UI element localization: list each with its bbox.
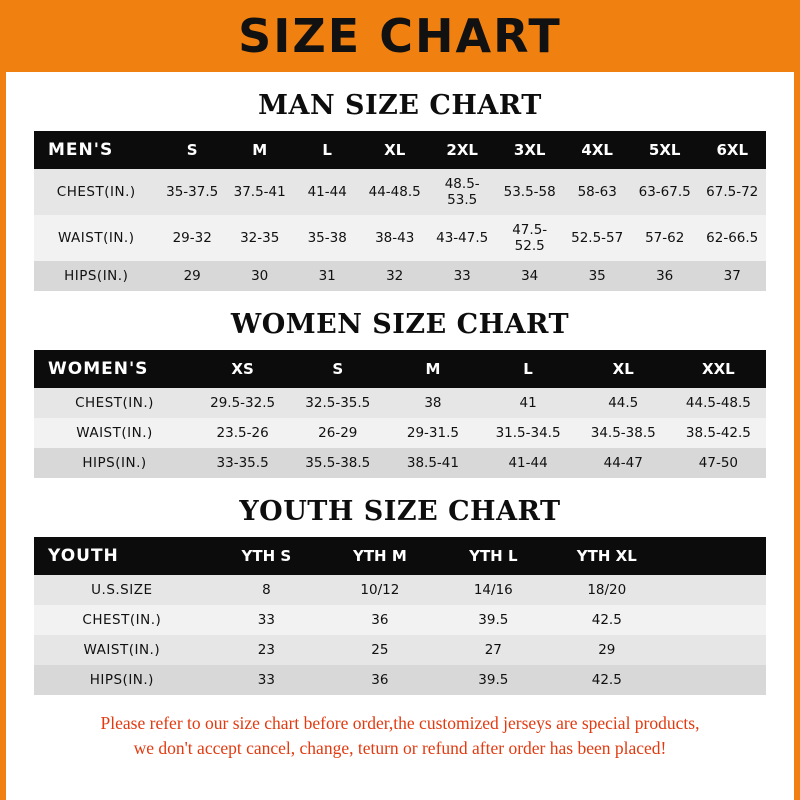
women-r2c2: 38.5-41 bbox=[385, 448, 480, 478]
women-r2c5: 47-50 bbox=[671, 448, 766, 478]
youth-size-table bbox=[34, 537, 766, 695]
youth-col-2: YTH L bbox=[437, 537, 550, 575]
women-r0c4: 44.5 bbox=[576, 388, 671, 418]
youth-r1c3: 42.5 bbox=[550, 605, 664, 635]
women-r1c3: 31.5-34.5 bbox=[481, 418, 576, 448]
youth-r3c1: 36 bbox=[323, 665, 436, 695]
table-row bbox=[34, 388, 766, 418]
table-header-row bbox=[34, 131, 766, 169]
youth-row-2-label: WAIST(IN.) bbox=[34, 635, 210, 665]
women-r1c1: 26-29 bbox=[290, 418, 385, 448]
youth-r0-spacer bbox=[664, 575, 766, 605]
men-r0c0: 35-37.5 bbox=[158, 169, 226, 215]
table-header-row bbox=[34, 350, 766, 388]
men-r0c8: 67.5-72 bbox=[698, 169, 766, 215]
youth-r3c3: 42.5 bbox=[550, 665, 664, 695]
table-row bbox=[34, 169, 766, 215]
men-table-head bbox=[34, 131, 766, 169]
footer-note-line2: we don't accept cancel, change, teturn or refund after order has been placed! bbox=[133, 738, 667, 759]
table-row bbox=[34, 215, 766, 261]
men-r1c1: 32-35 bbox=[226, 215, 294, 261]
youth-r1c2: 39.5 bbox=[437, 605, 550, 635]
women-r1c0: 23.5-26 bbox=[195, 418, 290, 448]
men-r2c7: 36 bbox=[631, 261, 699, 291]
youth-col-1: YTH M bbox=[323, 537, 436, 575]
youth-col-spacer bbox=[664, 537, 766, 575]
women-r0c2: 38 bbox=[385, 388, 480, 418]
men-col-3: XL bbox=[361, 131, 429, 169]
youth-r0c1: 10/12 bbox=[323, 575, 436, 605]
section-title-men: MAN SIZE CHART bbox=[258, 90, 542, 121]
men-col-0: S bbox=[158, 131, 226, 169]
table-row bbox=[34, 575, 766, 605]
women-r1c2: 29-31.5 bbox=[385, 418, 480, 448]
men-table-body bbox=[34, 169, 766, 291]
youth-r1c0: 33 bbox=[210, 605, 323, 635]
women-table-body bbox=[34, 388, 766, 478]
section-title-youth: YOUTH SIZE CHART bbox=[239, 496, 561, 527]
men-r0c6: 58-63 bbox=[563, 169, 631, 215]
women-table-head bbox=[34, 350, 766, 388]
women-row-0-label: CHEST(IN.) bbox=[34, 388, 195, 418]
men-header-label: MEN'S bbox=[34, 131, 158, 169]
men-col-7: 5XL bbox=[631, 131, 699, 169]
women-col-2: M bbox=[385, 350, 480, 388]
women-r0c1: 32.5-35.5 bbox=[290, 388, 385, 418]
men-r1c2: 35-38 bbox=[293, 215, 361, 261]
men-r1c3: 38-43 bbox=[361, 215, 429, 261]
youth-r3c2: 39.5 bbox=[437, 665, 550, 695]
youth-r3c0: 33 bbox=[210, 665, 323, 695]
men-r2c4: 33 bbox=[428, 261, 496, 291]
youth-row-1-label: CHEST(IN.) bbox=[34, 605, 210, 635]
men-r2c3: 32 bbox=[361, 261, 429, 291]
men-r1c6: 52.5-57 bbox=[563, 215, 631, 261]
men-r1c5: 47.5-52.5 bbox=[496, 215, 564, 261]
women-r2c1: 35.5-38.5 bbox=[290, 448, 385, 478]
women-col-4: XL bbox=[576, 350, 671, 388]
youth-r2c0: 23 bbox=[210, 635, 323, 665]
women-row-2-label: HIPS(IN.) bbox=[34, 448, 195, 478]
women-col-5: XXL bbox=[671, 350, 766, 388]
men-r1c8: 62-66.5 bbox=[698, 215, 766, 261]
youth-table-head bbox=[34, 537, 766, 575]
youth-header-label: YOUTH bbox=[34, 537, 210, 575]
youth-r0c2: 14/16 bbox=[437, 575, 550, 605]
youth-col-0: YTH S bbox=[210, 537, 323, 575]
men-r0c7: 63-67.5 bbox=[631, 169, 699, 215]
table-row bbox=[34, 448, 766, 478]
youth-r1-spacer bbox=[664, 605, 766, 635]
women-r1c5: 38.5-42.5 bbox=[671, 418, 766, 448]
men-r2c0: 29 bbox=[158, 261, 226, 291]
table-header-row bbox=[34, 537, 766, 575]
youth-r3-spacer bbox=[664, 665, 766, 695]
men-col-5: 3XL bbox=[496, 131, 564, 169]
men-r0c4: 48.5-53.5 bbox=[428, 169, 496, 215]
youth-col-3: YTH XL bbox=[550, 537, 664, 575]
men-row-1-label: WAIST(IN.) bbox=[34, 215, 158, 261]
table-row bbox=[34, 665, 766, 695]
women-size-table bbox=[34, 350, 766, 478]
section-title-women: WOMEN SIZE CHART bbox=[230, 309, 570, 340]
women-header-label: WOMEN'S bbox=[34, 350, 195, 388]
men-r2c2: 31 bbox=[293, 261, 361, 291]
youth-r2-spacer bbox=[664, 635, 766, 665]
men-row-2-label: HIPS(IN.) bbox=[34, 261, 158, 291]
women-r2c3: 41-44 bbox=[481, 448, 576, 478]
table-row bbox=[34, 261, 766, 291]
men-r0c3: 44-48.5 bbox=[361, 169, 429, 215]
women-r0c5: 44.5-48.5 bbox=[671, 388, 766, 418]
men-col-6: 4XL bbox=[563, 131, 631, 169]
men-r2c6: 35 bbox=[563, 261, 631, 291]
men-r1c0: 29-32 bbox=[158, 215, 226, 261]
men-r2c8: 37 bbox=[698, 261, 766, 291]
header-band bbox=[0, 0, 800, 72]
men-size-table bbox=[34, 131, 766, 291]
youth-r2c3: 29 bbox=[550, 635, 664, 665]
youth-r1c1: 36 bbox=[323, 605, 436, 635]
footer-note-line1: Please refer to our size chart before order,the customized jerseys are special products, bbox=[100, 713, 700, 733]
men-r0c5: 53.5-58 bbox=[496, 169, 564, 215]
women-col-1: S bbox=[290, 350, 385, 388]
women-r1c4: 34.5-38.5 bbox=[576, 418, 671, 448]
women-col-3: L bbox=[481, 350, 576, 388]
men-row-0-label: CHEST(IN.) bbox=[34, 169, 158, 215]
women-r2c0: 33-35.5 bbox=[195, 448, 290, 478]
women-r0c3: 41 bbox=[481, 388, 576, 418]
youth-row-0-label: U.S.SIZE bbox=[34, 575, 210, 605]
page-title: SIZE CHART bbox=[238, 9, 562, 63]
men-r0c2: 41-44 bbox=[293, 169, 361, 215]
men-r2c5: 34 bbox=[496, 261, 564, 291]
table-row bbox=[34, 605, 766, 635]
men-r1c4: 43-47.5 bbox=[428, 215, 496, 261]
youth-r2c1: 25 bbox=[323, 635, 436, 665]
men-col-1: M bbox=[226, 131, 294, 169]
women-r2c4: 44-47 bbox=[576, 448, 671, 478]
men-r2c1: 30 bbox=[226, 261, 294, 291]
footer-note bbox=[56, 711, 744, 762]
men-col-2: L bbox=[293, 131, 361, 169]
men-col-4: 2XL bbox=[428, 131, 496, 169]
youth-r0c0: 8 bbox=[210, 575, 323, 605]
youth-table-body bbox=[34, 575, 766, 695]
women-row-1-label: WAIST(IN.) bbox=[34, 418, 195, 448]
table-row bbox=[34, 418, 766, 448]
men-r1c7: 57-62 bbox=[631, 215, 699, 261]
men-col-8: 6XL bbox=[698, 131, 766, 169]
youth-r2c2: 27 bbox=[437, 635, 550, 665]
youth-r0c3: 18/20 bbox=[550, 575, 664, 605]
women-r0c0: 29.5-32.5 bbox=[195, 388, 290, 418]
content-area bbox=[6, 90, 794, 762]
table-row bbox=[34, 635, 766, 665]
women-col-0: XS bbox=[195, 350, 290, 388]
youth-row-3-label: HIPS(IN.) bbox=[34, 665, 210, 695]
men-r0c1: 37.5-41 bbox=[226, 169, 294, 215]
